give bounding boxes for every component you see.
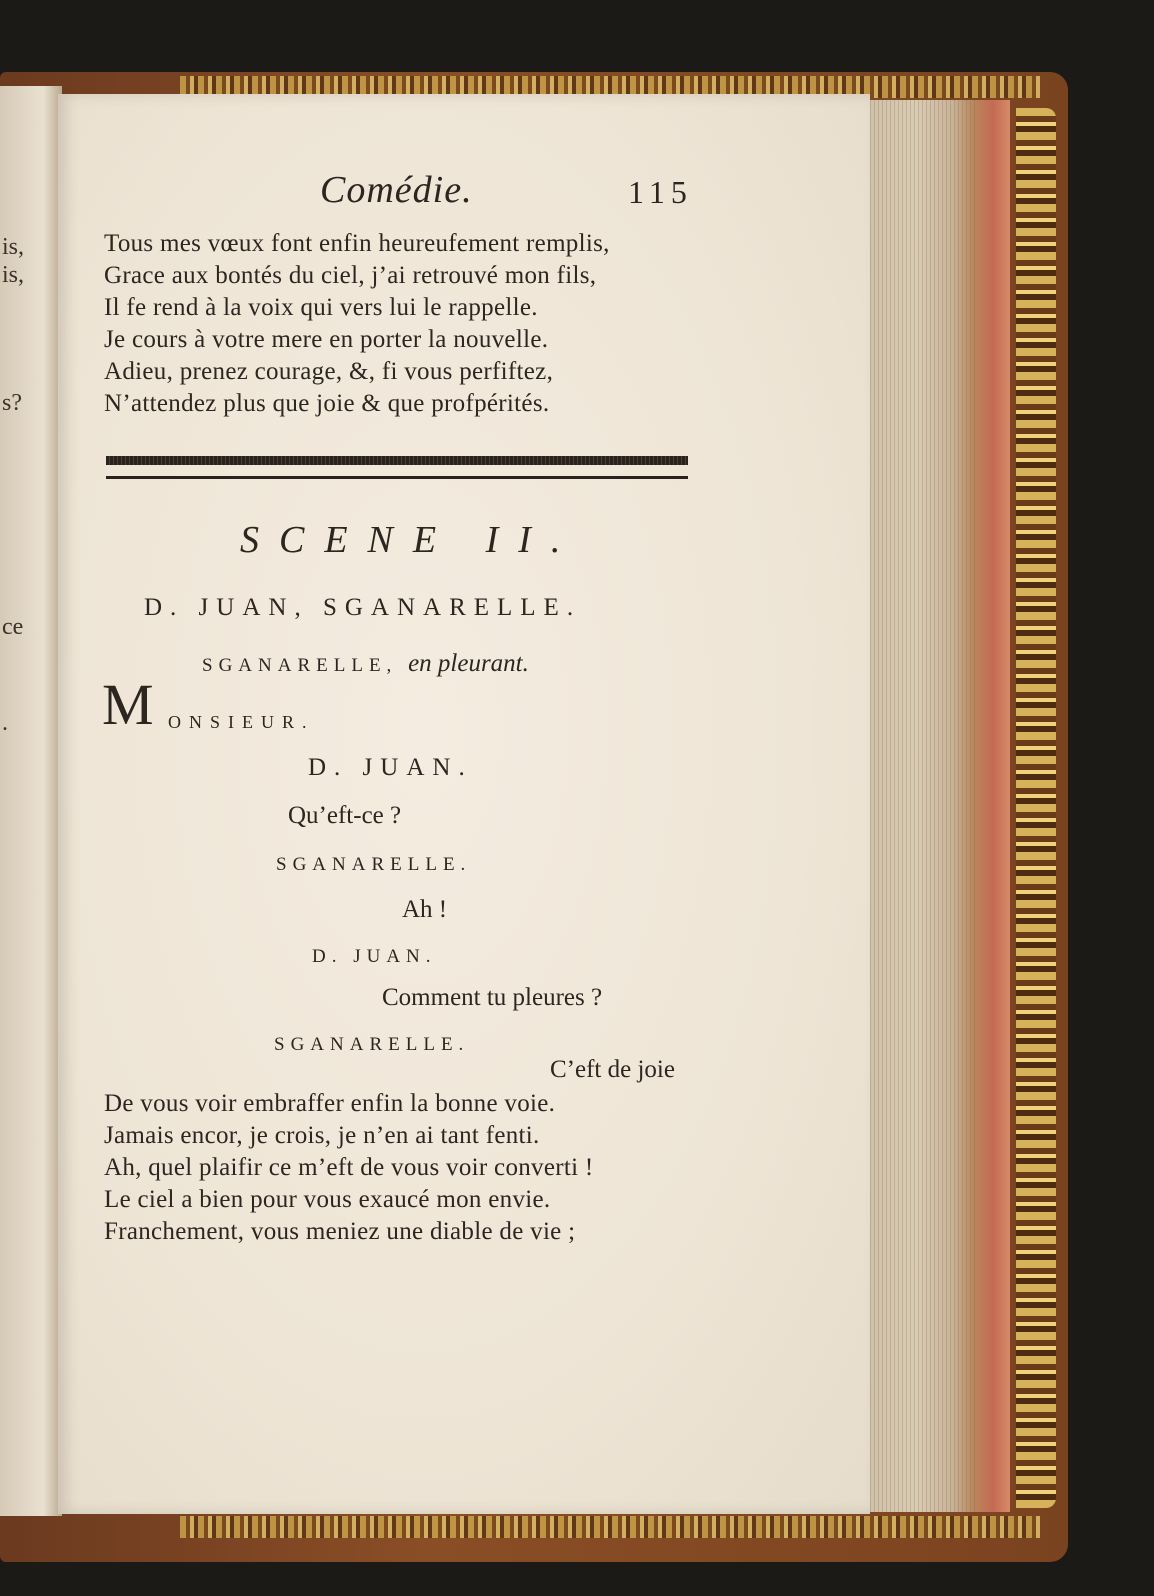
verse-line: Tous mes vœux font enfin heureufement remplis, xyxy=(104,230,610,257)
verse-line: Ah, quel plaifir ce m’eft de vous voir converti ! xyxy=(104,1154,594,1181)
scene-heading: SCENE II. xyxy=(240,519,581,561)
ornamental-rule-thin xyxy=(106,476,688,479)
dialogue-line: Ah ! xyxy=(402,896,448,923)
book-page xyxy=(58,94,870,1514)
verse-line: Il fe rend à la voix qui vers lui le rappelle. xyxy=(104,294,538,321)
character-list: D. JUAN, SGANARELLE. xyxy=(144,594,582,621)
speaker-name: D. JUAN. xyxy=(312,946,437,967)
page-number: 115 xyxy=(628,174,693,210)
speaker-name: SGANARELLE. xyxy=(274,1034,470,1055)
dialogue-line: C’eft de joie xyxy=(550,1056,675,1083)
verse-line: Le ciel a bien pour vous exaucé mon envie. xyxy=(104,1186,551,1213)
speaker-name: SGANARELLE. xyxy=(276,854,472,875)
left-page-fragments xyxy=(0,86,50,1516)
running-title: Comédie. xyxy=(320,169,473,211)
left-fragment: . xyxy=(2,710,8,736)
dialogue-line: Comment tu pleures ? xyxy=(382,984,603,1011)
verse-line: N’attendez plus que joie & que profpérités. xyxy=(104,390,550,417)
speaker-line xyxy=(202,650,529,678)
speaker-name: SGANARELLE, xyxy=(202,655,398,676)
verse-line: Je cours à votre mere en porter la nouvelle. xyxy=(104,326,549,353)
gilt-border-bottom xyxy=(180,1516,1040,1538)
dialogue-line: Qu’eft-ce ? xyxy=(288,802,402,829)
verse-line: Adieu, prenez courage, &, fi vous perfiftez, xyxy=(104,358,554,385)
gilt-border-side xyxy=(1016,108,1056,1508)
stage-direction: en pleurant. xyxy=(408,650,529,677)
left-fragment: s? xyxy=(2,390,22,416)
dialogue-line: ONSIEUR. xyxy=(168,712,315,732)
verse-line: Jamais encor, je crois, je n’en ai tant fenti. xyxy=(104,1122,540,1149)
left-fragment: is, xyxy=(2,262,25,288)
verse-line: Grace aux bontés du ciel, j’ai retrouvé mon fils, xyxy=(104,262,597,289)
verse-line: Franchement, vous meniez une diable de vie ; xyxy=(104,1218,576,1245)
left-fragment: is, xyxy=(2,234,25,260)
verse-line: De vous voir embraffer enfin la bonne voie. xyxy=(104,1090,556,1117)
ornamental-rule xyxy=(106,456,688,465)
drop-cap: M xyxy=(102,672,154,737)
left-fragment: ce xyxy=(2,614,24,640)
page-edge-lines xyxy=(866,100,976,1512)
speaker-name: D. JUAN. xyxy=(308,754,473,781)
